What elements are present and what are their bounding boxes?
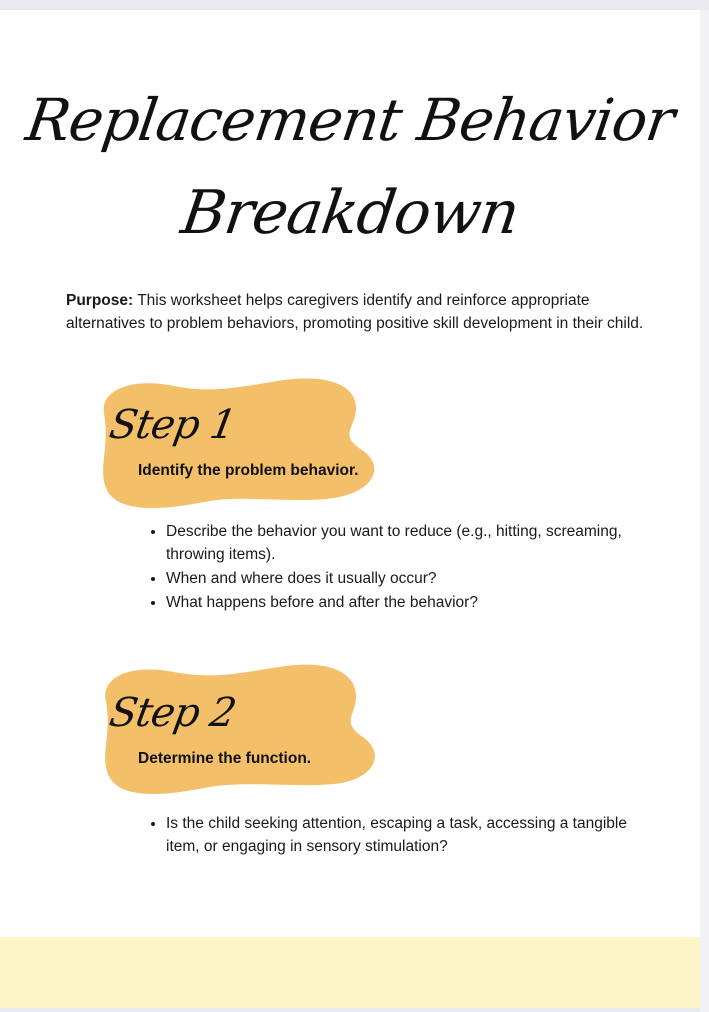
step-2-heading: Step 2 [105, 690, 239, 736]
list-item: • Is the child seeking attention, escaping a task, accessing a tangible item, or engaging in sensory stimulation? [166, 812, 636, 858]
purpose-paragraph [66, 289, 646, 335]
list-item: • When and where does it usually occur? [166, 567, 636, 590]
step-2-blob [94, 662, 378, 798]
page-gutter [700, 10, 709, 1012]
footer-band [0, 937, 700, 1008]
list-item: • Describe the behavior you want to reduce (e.g., hitting, screaming, throwing items). [166, 520, 636, 566]
step-1-heading: Step 1 [105, 402, 239, 448]
title-line-2: Breakdown [177, 178, 523, 248]
purpose-label: Purpose: [66, 292, 134, 309]
step-2-bullet-list [148, 812, 636, 859]
step-1-blob [94, 376, 378, 512]
purpose-text: This worksheet helps caregivers identify and reinforce appropriate alternatives to problem behaviors, promoting positive skill development in their child. [66, 292, 644, 332]
title-line-1: Replacement Behavior [22, 86, 678, 154]
list-item: • What happens before and after the behavior? [166, 591, 636, 614]
step-1-bullet-list [148, 520, 636, 615]
step-1-subheading: Identify the problem behavior. [138, 462, 359, 479]
step-2-subheading: Determine the function. [138, 750, 312, 767]
worksheet-page [0, 10, 700, 1008]
